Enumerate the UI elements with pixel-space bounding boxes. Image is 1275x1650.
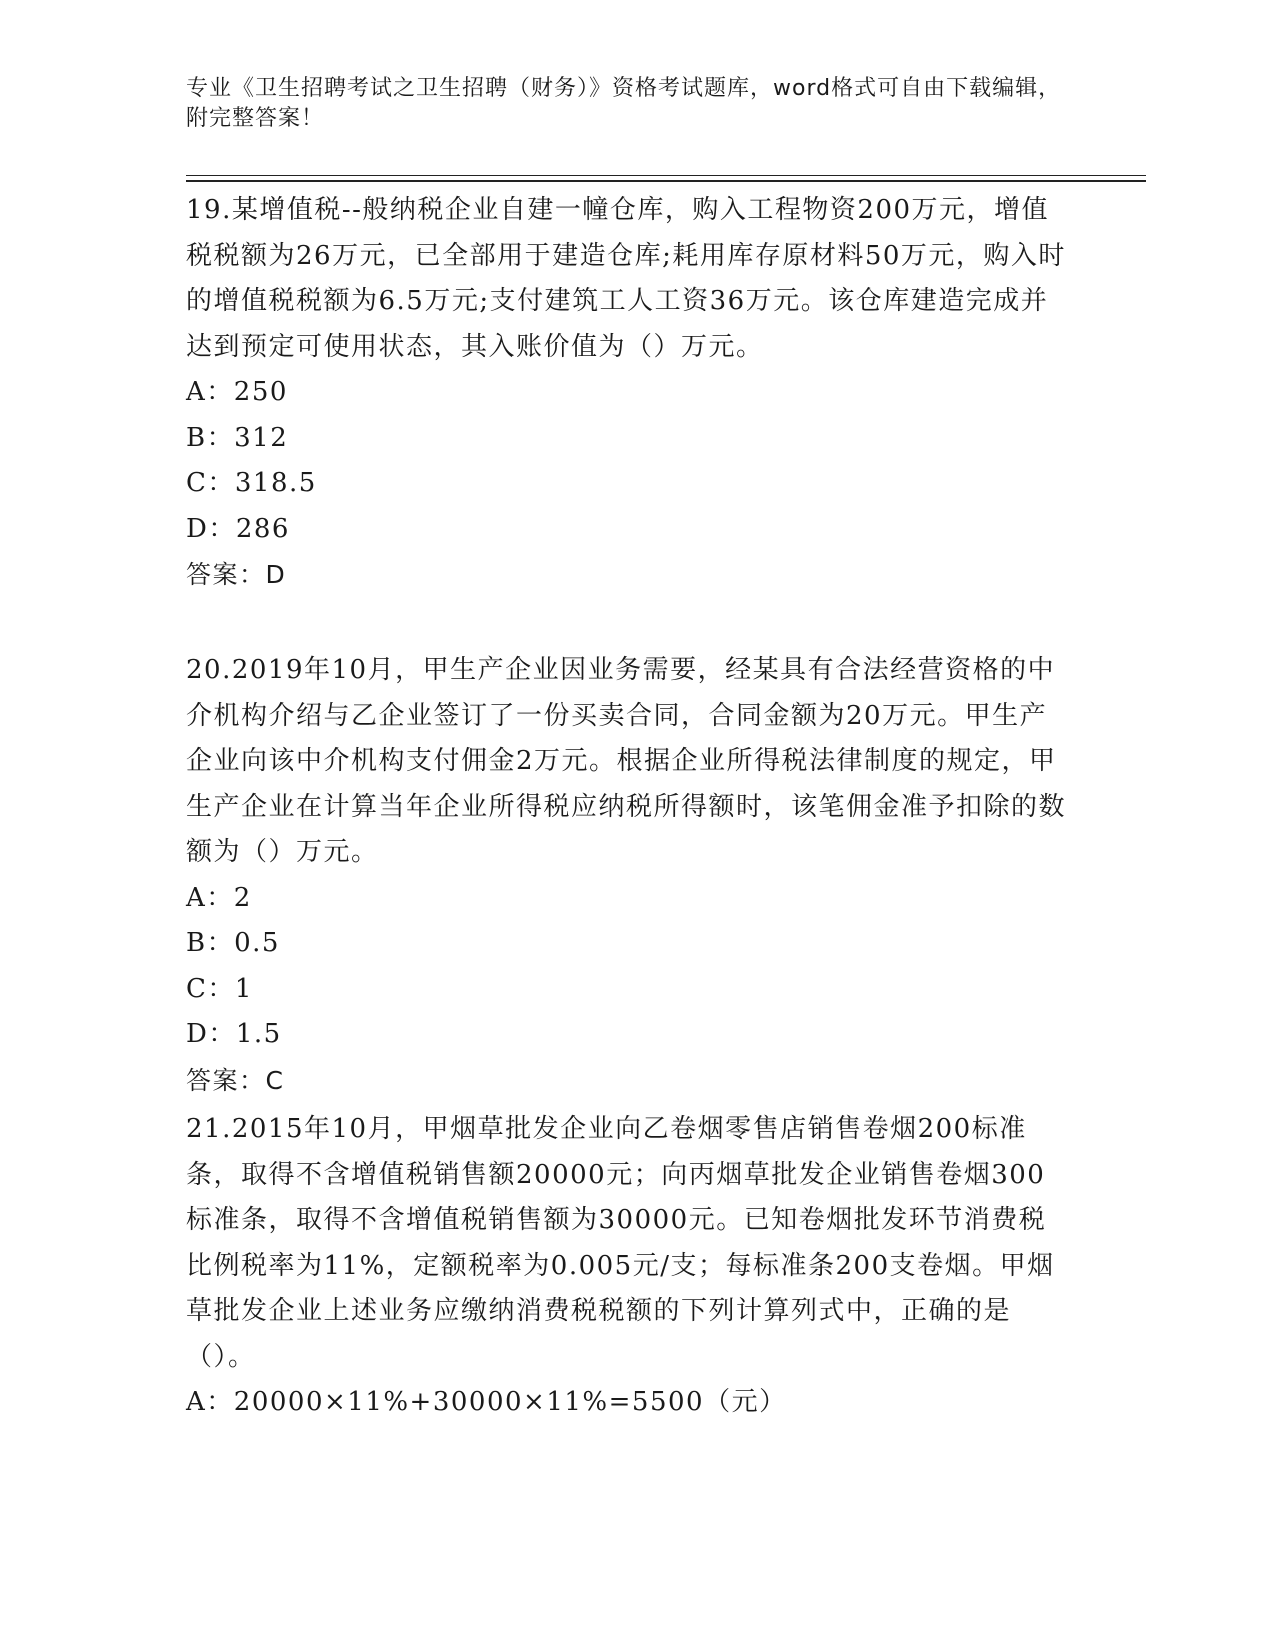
question-19 bbox=[186, 188, 1086, 598]
answer-line: 答案：D bbox=[186, 560, 287, 589]
option-d: D：1.5 bbox=[186, 1019, 282, 1049]
question-21 bbox=[186, 1107, 1086, 1426]
option-a: A：2 bbox=[186, 882, 252, 913]
question-text: 19.某增值税--般纳税企业自建一幢仓库，购入工程物资200万元，增值税税额为26万元，已全部用于建造仓库;耗用库存原材料50万元，购入时的增值税税额为6.5万元;支付建筑工人工资36万元。该仓库建造完成并达到预定可使用状态，其入账价值为（）万元。 bbox=[186, 195, 1066, 362]
option-b: B：0.5 bbox=[186, 928, 280, 958]
header-divider-thin bbox=[186, 175, 1146, 176]
option-c: C：318.5 bbox=[186, 468, 317, 498]
header-divider-thick bbox=[186, 180, 1146, 182]
answer-line: 答案：C bbox=[186, 1065, 285, 1095]
option-d: D：286 bbox=[186, 513, 290, 544]
question-text: 20.2019年10月，甲生产企业因业务需要，经某具有合法经营资格的中介机构介绍与乙企业签订了一份买卖合同，合同金额为20万元。甲生产企业向该中介机构支付佣金2万元。根据企业所得税法律制度的规定，甲生产企业在计算当年企业所得税应纳税所得额时，该笔佣金准予扣除的数额为（）万元。 bbox=[186, 655, 1067, 867]
option-c: C：1 bbox=[186, 973, 253, 1004]
question-text: 21.2015年10月，甲烟草批发企业向乙卷烟零售店销售卷烟200标准条，取得不含增值税销售额20000元；向丙烟草批发企业销售卷烟300标准条，取得不含增值税销售额为30000元。已知卷烟批发环节消费税比例税率为11%，定额税率为0.005元/支；每标准条200支卷烟。甲烟草批发企业上述业务应缴纳消费税税额的下列计算列式中，正确的是（）。 bbox=[186, 1114, 1055, 1372]
option-a: A：20000×11%+30000×11%=5500（元） bbox=[186, 1387, 787, 1417]
option-b: B：312 bbox=[186, 422, 289, 453]
option-a: A：250 bbox=[186, 377, 288, 407]
document-header: 专业《卫生招聘考试之卫生招聘（财务）》资格考试题库，word格式可自由下载编辑，附完整答案！ bbox=[186, 76, 1062, 131]
question-20 bbox=[186, 648, 1086, 1103]
